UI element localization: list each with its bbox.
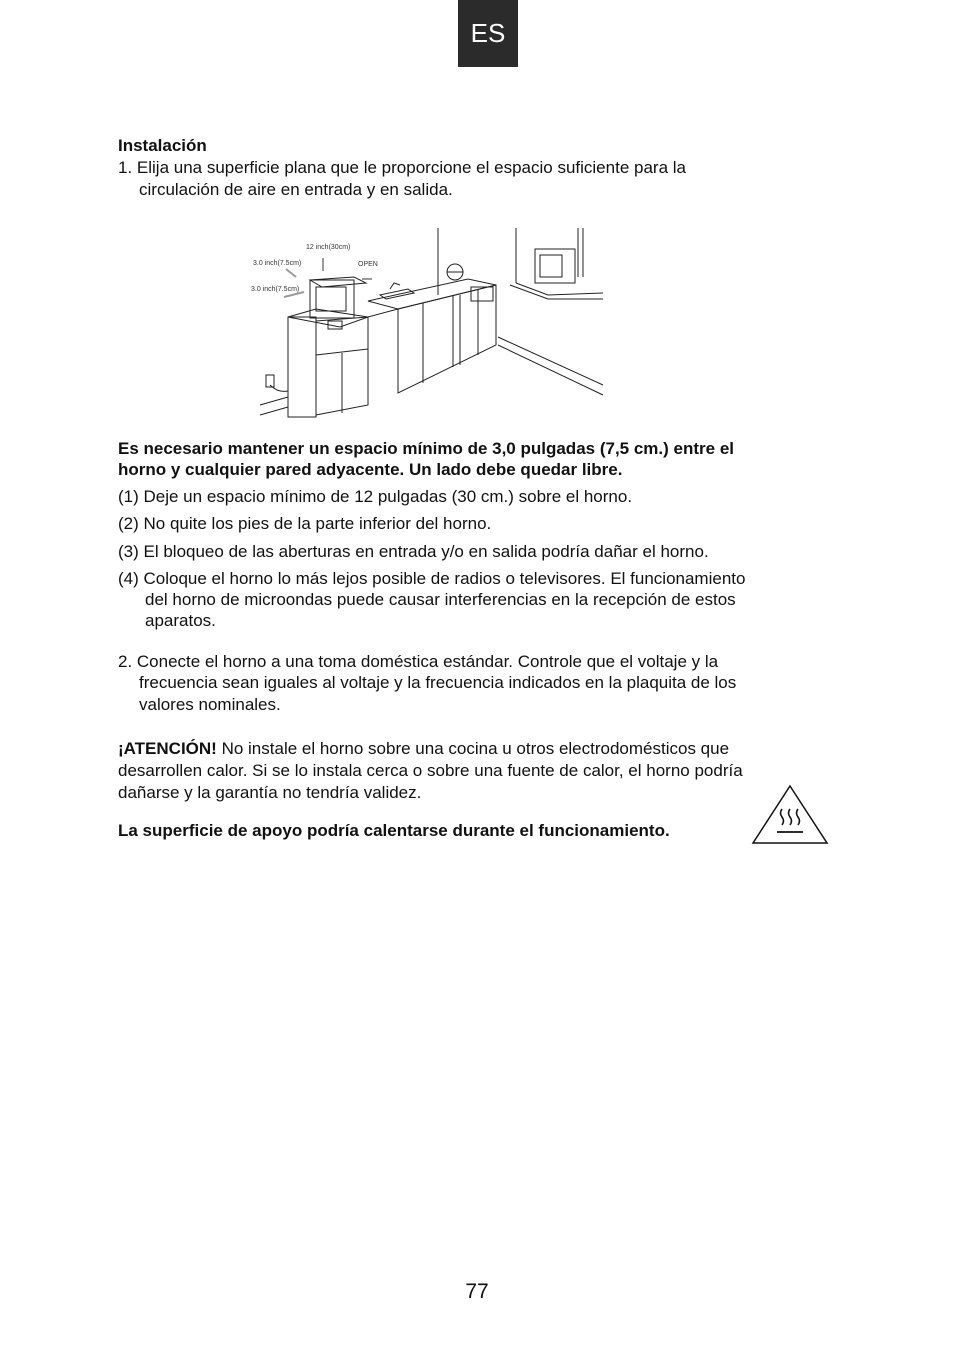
step1-line2: circulación de aire en entrada y en salida. xyxy=(139,180,453,199)
step2-line2: frecuencia sean iguales al voltaje y la frecuencia indicados en la plaquita de los xyxy=(139,673,737,692)
page-number: 77 xyxy=(465,1280,489,1303)
item4-line2: del horno de microondas puede causar interferencias en la recepción de estos xyxy=(145,590,736,609)
attention-label: ¡ATENCIÓN! xyxy=(118,739,217,758)
list-item: (1) Deje un espacio mínimo de 12 pulgadas (30 cm.) sobre el horno. xyxy=(118,487,633,506)
step1-line1: 1. Elija una superficie plana que le proporcione el espacio suficiente para la xyxy=(118,158,686,177)
list-item: (3) El bloqueo de las aberturas en entrada y/o en salida podría dañar el horno. xyxy=(118,542,709,561)
diagram-label-left1: 3.0 inch(7.5cm) xyxy=(253,260,302,267)
surface-warning: La superficie de apoyo podría calentarse durante el funcionamiento. xyxy=(118,821,670,840)
clearance-line1: Es necesario mantener un espacio mínimo de 3,0 pulgadas (7,5 cm.) entre el xyxy=(118,439,734,458)
attention-text: No instale el horno sobre una cocina u otros electrodomésticos que xyxy=(221,739,730,758)
attention-line1 xyxy=(118,738,729,760)
step2-line1: 2. Conecte el horno a una toma doméstica estándar. Controle que el voltaje y la xyxy=(118,652,719,671)
hot-surface-icon xyxy=(750,783,830,846)
section-heading: Instalación xyxy=(118,136,207,155)
diagram-label-open: OPEN xyxy=(358,261,378,268)
attention-line3: dañarse y la garantía no tendría validez. xyxy=(118,783,422,802)
item4-line3: aparatos. xyxy=(145,611,216,630)
item4-line1: (4) Coloque el horno lo más lejos posible de radios o televisores. El funcionamiento xyxy=(118,569,746,588)
language-tab: ES xyxy=(458,0,518,67)
attention-line2: desarrollen calor. Si se lo instala cerca o sobre una fuente de calor, el horno podría xyxy=(118,761,743,780)
diagram-label-left2: 3.0 inch(7.5cm) xyxy=(251,286,300,293)
clearance-line2: horno y cualquier pared adyacente. Un lado debe quedar libre. xyxy=(118,460,623,479)
installation-diagram xyxy=(248,225,610,422)
list-item: (2) No quite los pies de la parte inferior del horno. xyxy=(118,514,492,533)
step2-line3: valores nominales. xyxy=(139,695,281,714)
diagram-label-top: 12 inch(30cm) xyxy=(306,244,351,251)
